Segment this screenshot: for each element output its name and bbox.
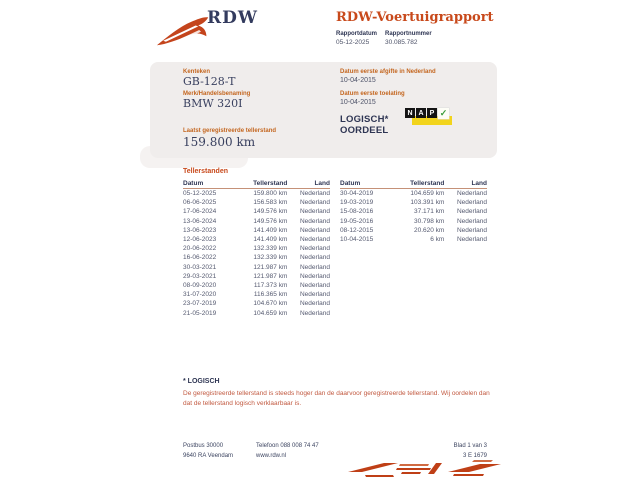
- table-cell: 121.987 km: [253, 272, 288, 280]
- table-cell: 149.576 km: [253, 217, 288, 225]
- table-row: [183, 198, 330, 207]
- table-cell: 12-06-2023: [183, 236, 217, 244]
- nap-logo: [405, 108, 453, 128]
- column-header-tellerstand: Tellerstand: [253, 180, 288, 187]
- footer-form-code: 3 E 1679: [462, 453, 487, 459]
- merk-value: BMW 320I: [183, 97, 243, 110]
- page-title: RDW-Voertuigrapport: [336, 10, 494, 25]
- table-cell: Nederland: [299, 254, 330, 262]
- rdw-logo-text: RDW: [207, 8, 258, 28]
- table-cell: 15-08-2016: [340, 208, 374, 216]
- table-cell: Nederland: [299, 245, 330, 253]
- footer-postbus: Postbus 30000: [183, 443, 224, 449]
- table-cell: Nederland: [299, 236, 330, 244]
- toelating-label: Datum eerste toelating: [340, 91, 405, 97]
- column-header-land: Land: [471, 180, 487, 187]
- oordeel-line2: OORDEEL: [340, 125, 389, 136]
- table-cell: 30-03-2021: [183, 263, 217, 271]
- table-cell: Nederland: [299, 309, 330, 317]
- table-row: [183, 281, 330, 290]
- table-cell: Nederland: [299, 291, 330, 299]
- table-cell: 21-05-2019: [183, 309, 217, 317]
- table-cell: 141.409 km: [253, 226, 288, 234]
- table-cell: Nederland: [456, 208, 487, 216]
- table-row: [340, 189, 487, 198]
- column-header-land: Land: [314, 180, 330, 187]
- table-row: [183, 235, 330, 244]
- table-cell: 156.583 km: [253, 199, 288, 207]
- table-cell: Nederland: [299, 272, 330, 280]
- table-row: [183, 290, 330, 299]
- table-cell: 08-09-2020: [183, 281, 217, 289]
- afgifte-label: Datum eerste afgifte in Nederland: [340, 69, 436, 75]
- table-row: [183, 226, 330, 235]
- table-cell: 20-06-2022: [183, 245, 217, 253]
- table-cell: 141.409 km: [253, 236, 288, 244]
- table-cell: Nederland: [299, 281, 330, 289]
- table-cell: 37.171 km: [414, 208, 445, 216]
- table-cell: 31-07-2020: [183, 291, 217, 299]
- table-row: [183, 207, 330, 216]
- table-cell: 132.339 km: [253, 254, 288, 262]
- table-cell: Nederland: [456, 199, 487, 207]
- table-header-row: [340, 179, 487, 189]
- kenteken-label: Kenteken: [183, 69, 211, 75]
- table-cell: 10-04-2015: [340, 236, 374, 244]
- table-cell: 104.659 km: [410, 190, 445, 198]
- table-cell: Nederland: [299, 199, 330, 207]
- tellerstand-label: Laatst geregistreerde tellerstand: [183, 128, 277, 134]
- table-row: [183, 253, 330, 262]
- merk-label: Merk/Handelsbenaming: [183, 91, 251, 97]
- odometer-table-right: [340, 179, 487, 244]
- oordeel-text: [340, 114, 389, 136]
- table-cell: 20.620 km: [414, 226, 445, 234]
- report-date-label: Rapportdatum: [336, 31, 377, 37]
- table-row: [183, 308, 330, 317]
- table-cell: 104.670 km: [253, 300, 288, 308]
- footer-city: 9640 RA Veendam: [183, 453, 234, 459]
- table-body: [340, 189, 487, 244]
- nap-checkmark-icon: ✓: [439, 108, 448, 118]
- table-header-row: [183, 179, 330, 189]
- table-cell: 13-06-2024: [183, 217, 217, 225]
- column-header-datum: Datum: [183, 180, 204, 187]
- table-body: [183, 189, 330, 318]
- toelating-value: 10-04-2015: [340, 99, 376, 106]
- table-cell: Nederland: [299, 300, 330, 308]
- oordeel-line1: LOGISCH*: [340, 114, 389, 125]
- kenteken-value: GB-128-T: [183, 75, 236, 88]
- table-cell: Nederland: [299, 208, 330, 216]
- footnote-heading: * LOGISCH: [183, 378, 220, 385]
- table-cell: Nederland: [456, 236, 487, 244]
- table-cell: 13-06-2023: [183, 226, 217, 234]
- table-row: [340, 198, 487, 207]
- table-cell: Nederland: [299, 190, 330, 198]
- tellerstand-value: 159.800 km: [183, 135, 256, 149]
- table-cell: 149.576 km: [253, 208, 288, 216]
- table-cell: Nederland: [456, 226, 487, 234]
- table-cell: 17-06-2024: [183, 208, 217, 216]
- table-cell: 132.339 km: [253, 245, 288, 253]
- odometer-table-left: [183, 179, 330, 318]
- footer-website-link[interactable]: www.rdw.nl: [256, 453, 287, 459]
- report-number-label: Rapportnummer: [385, 31, 432, 37]
- footnote-text: De geregistreerde tellerstand is steeds hoger dan de daarvoor geregistreerde tellerstand. Wij oordelen dan dat de tellerstand logisch verklaarbaar is.: [183, 390, 490, 407]
- table-row: [340, 217, 487, 226]
- table-cell: 121.987 km: [253, 263, 288, 271]
- table-cell: Nederland: [456, 190, 487, 198]
- table-cell: 103.391 km: [410, 199, 445, 207]
- tellerstanden-heading: Tellerstanden: [183, 168, 228, 175]
- nap-letter-p: P: [427, 108, 437, 118]
- table-cell: 08-12-2015: [340, 226, 374, 234]
- table-cell: 23-07-2019: [183, 300, 217, 308]
- footer-address: [183, 441, 233, 461]
- column-header-datum: Datum: [340, 180, 361, 187]
- table-cell: 6 km: [430, 236, 445, 244]
- footer-phone: Telefoon 088 008 74 47: [256, 443, 319, 449]
- rdw-swoosh-icon: [334, 455, 502, 479]
- footer-contact: [256, 441, 319, 461]
- column-header-tellerstand: Tellerstand: [410, 180, 445, 187]
- table-row: [183, 272, 330, 281]
- table-cell: Nederland: [456, 217, 487, 225]
- summary-box: [150, 62, 497, 158]
- table-cell: 06-06-2025: [183, 199, 217, 207]
- report-number-value: 30.085.782: [385, 39, 418, 46]
- table-cell: 30.798 km: [414, 217, 445, 225]
- footer-page-number: Blad 1 van 3: [453, 443, 487, 449]
- table-cell: 104.659 km: [253, 309, 288, 317]
- table-cell: 16-06-2022: [183, 254, 217, 262]
- report-date-value: 05-12-2025: [336, 39, 370, 46]
- nap-letter-a: A: [416, 108, 426, 118]
- table-row: [183, 299, 330, 308]
- table-cell: 19-05-2016: [340, 217, 374, 225]
- table-row: [183, 189, 330, 198]
- table-row: [340, 207, 487, 216]
- table-cell: 117.373 km: [253, 281, 288, 289]
- nap-letter-n: N: [405, 108, 415, 118]
- table-row: [183, 244, 330, 253]
- table-row: [183, 217, 330, 226]
- rdw-eagle-logo-icon: [156, 11, 210, 49]
- table-row: [340, 235, 487, 244]
- table-cell: 19-03-2019: [340, 199, 374, 207]
- table-cell: 29-03-2021: [183, 272, 217, 280]
- table-row: [340, 226, 487, 235]
- table-row: [183, 263, 330, 272]
- table-cell: Nederland: [299, 226, 330, 234]
- table-cell: 116.365 km: [253, 291, 288, 299]
- afgifte-value: 10-04-2015: [340, 77, 376, 84]
- table-cell: 30-04-2019: [340, 190, 374, 198]
- table-cell: Nederland: [299, 217, 330, 225]
- table-cell: 159.800 km: [253, 190, 288, 198]
- table-cell: Nederland: [299, 263, 330, 271]
- table-cell: 05-12-2025: [183, 190, 217, 198]
